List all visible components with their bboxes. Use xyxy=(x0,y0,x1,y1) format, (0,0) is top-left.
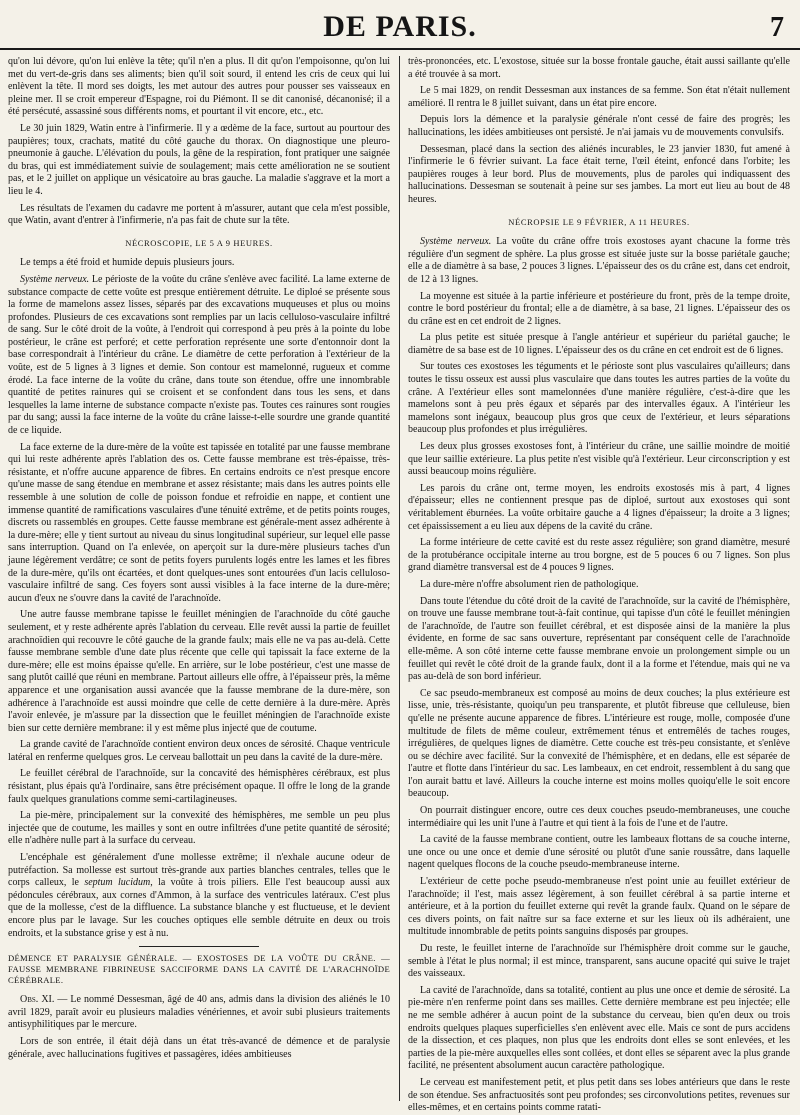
paragraph-lead: Système nerveux. xyxy=(420,236,492,248)
observation-label: Obs. XI. xyxy=(20,994,55,1006)
paragraph: La dure-mère n'offre absolument rien de pathologique. xyxy=(420,578,639,590)
paragraph xyxy=(8,274,390,438)
paragraph: Une autre fausse membrane tapisse le feuillet méningien de l'arachnoïde du côté gauche seulement, et y reste adhérente après l'ablation du cerveau. Elle revêt aussi la partie de feuillet arachnoïdien qui recouvre le côté gauche de la grande faulx; mais elle ne va pas au-delà. Cette fausse membrane semble d'une date plus récente que celle qui tapissait la face externe de la dure-mère; elle est moins épaisse qu'elle. En arrière, sur le lobe postérieur, c'est une masse de sang plutôt caillé que réuni en membrane. Partout ailleurs elle offre, à l'épaisseur près, la même apparence et une organisation aussi avancée que la fausse membrane de la dure-mère, son adhérence à l'arachnoïde est aussi moindre que celle de cette dernière à la dure-mère. Après l'avoir enlevée, je m'assure par la dissection que le feuillet méningien de l'arachnoïde existe bien sur cette dernière membrane: il y est même plus injecté que de coutume. xyxy=(8,609,390,734)
paragraph-italic: septum lucidum xyxy=(84,877,151,889)
paragraph-lead: Système nerveux. xyxy=(20,273,90,285)
right-column xyxy=(408,56,790,1114)
paragraph xyxy=(8,994,390,1032)
paragraph-part: L'encéphale est généralement d'une mollesse extrême; il n'exhale aucune odeur de putréfaction. Sa mollesse est surtout très-grande aux parties blanches centrales, telles que le corps calleux, le xyxy=(8,852,390,889)
paragraph: L'extérieur de cette poche pseudo-membraneuse n'est point unie au feuillet extérieur de l'arachnoïde; il l'est, mais assez légèrement, à son feuillet cérébral à sa partie interne et antérieure, et à la portion du feuillet externe qui revêt la grande faulx. Quand on le sépare de ces divers points, on fait naître sur sa face externe et sur les lieux où ils adhéraient, une multitude innombrable de petits points sanguins disposés par groupes. xyxy=(408,876,790,938)
paragraph: Le 30 juin 1829, Watin entre à l'infirmerie. Il y a œdème de la face, surtout au pourtour des paupières; toux, crachats, matité du côté gauche du thorax. On diagnostique une pleuro-pneumonie à gauche. L'élévation du pouls, la gêne de la respiration, font pratiquer une saignée du bras, qui est immédiatement suivie de soulagement; mais cette amélioration ne se soutient pas, et le 2 juillet on applique un vésicatoire au bras gauche. La maladie s'aggrave et la mort a lieu le 4. xyxy=(8,122,390,197)
paragraph-body: La voûte du crâne offre trois exostoses ayant chacune la forme très régulière d'un segment de sphère. La plus grosse est située juste sur la bosse pariétale gauche; elle a de diamètre à sa base, 2 pouces 3 lignes. L'épaisseur des os du crâne est, dans cet endroit, de 12 à 13 lignes. xyxy=(408,236,790,285)
paragraph: La pie-mère, principalement sur la convexité des hémisphères, me semble un peu plus injectée que de coutume, les mailles y sont en outre infiltrées d'une petite quantité de sérosité; elle n'adhère nulle part à la surface du cerveau. xyxy=(8,810,390,847)
column-divider xyxy=(399,56,400,1101)
paragraph: Le 5 mai 1829, on rendit Dessesman aux instances de sa femme. Son état n'était nullement amélioré. Il rentra le 8 juillet suivant, dans un état pire encore. xyxy=(408,85,790,109)
paragraph xyxy=(8,852,390,940)
header-rule xyxy=(0,48,800,50)
left-column xyxy=(8,56,390,1096)
page-header xyxy=(0,10,800,50)
paragraph: qu'on lui dévore, qu'on lui enlève la tête; qu'il n'en a plus. Il dit qu'on l'empoisonne, qu'on lui met du vert-de-gris dans ses aliments; bien qu'il soit sourd, il entend les cris de ceux qui lui enlèvent la tête. Il mord ses doigts, les met autour des autres pour pousser ses vaisseaux en pleine mer. Il se croit empereur d'Espagne, roi du Piémont. Il se dit canonisé, décanonisé; il a été persécuté, assassiné sous différents noms, et pourtant il vit encore, etc., etc. xyxy=(8,56,390,118)
running-title: DE PARIS. xyxy=(323,10,477,43)
page-number: 7 xyxy=(770,12,784,43)
separator-rule xyxy=(139,946,259,947)
paragraph: Le cerveau est manifestement petit, et plus petit dans ses lobes antérieurs que dans le reste de son étendue. Ses anfractuosités sont peu profondes; ses circonvolutions petites, revenues sur elles-mêmes, et en certains points comme ratati- xyxy=(408,1076,790,1114)
paragraph: La cavité de la fausse membrane contient, outre les lambeaux flottans de sa couche interne, une once ou une once et demie d'une sérosité ou plutôt d'une sanie roussâtre, dans laquelle nagent quelques flocons de la couche pseudo-membraneuse interne. xyxy=(408,834,790,871)
observation-title: DÉMENCE ET PARALYSIE GÉNÉRALE. — EXOSTOSES DE LA VOÛTE DU CRÂNE. — FAUSSE MEMBRANE FIBRINEUSE SACCIFORME DANS LA CAVITÉ DE L'ARACHNOÏDE CÉRÉBRALE. xyxy=(8,953,390,986)
paragraph: Lors de son entrée, il était déjà dans un état très-avancé de démence et de paralysie générale, avec hallucinations fugitives et passagères, idées ambitieuses xyxy=(8,1035,390,1060)
paragraph: Ce sac pseudo-membraneux est composé au moins de deux couches; la plus extérieure est lisse, unie, très-résistante, quoiqu'un peu transparente, et plutôt fibreuse que celluleuse, bien qu'elle ne présente aucune apparence de fibres. L'intérieure est rouge, molle, composée d'une multitude de filets de même couleur, extrêmement ténus et entremêlés de taches rouges, irrégulières, de quelques lignes de diamètre. Cette couche est très-peu consistante, et s'enlève ou se déchire avec facilité. Sur la convexité de l'hémisphère, et en dedans, elle est séparée de l'autre et flotte dans l'intérieur du sac. Les lambeaux, en cet endroit, ressemblent à du sang que l'on aurait battu et lavé. Ailleurs la couche interne est moins molles quoiqu'elle le soit encore beaucoup. xyxy=(408,687,790,800)
paragraph: Les résultats de l'examen du cadavre me portent à m'assurer, autant que cela m'est possible, que Watin, avant d'entrer à l'infirmerie, n'a pas fait de chute sur la tête. xyxy=(8,202,390,227)
section-heading: NÉCROPSIE LE 9 FÉVRIER, A 11 HEURES. xyxy=(508,216,690,227)
paragraph: La plus petite est située presque à l'angle antérieur et supérieur du pariétal gauche; le diamètre de sa base est de 10 lignes. L'épaisseur des os du crâne en cet endroit est de 6 lignes. xyxy=(408,332,790,356)
paragraph: La forme intérieure de cette cavité est du reste assez régulière; son grand diamètre, mesuré de la protubérance occipitale interne au trou borgne, est de 5 pouces 6 ou 7 lignes. Son plus grand diamètre transversal est de 4 pouces 9 lignes. xyxy=(408,537,790,574)
paragraph: La face externe de la dure-mère de la voûte est tapissée en totalité par une fausse membrane qui lui reste adhérente après l'ablation des os. Cette fausse membrane est très-épaisse, très-résistante, et n'offre aucune apparence de fibres. En certains endroits ce n'est presque encore qu'une masse de sang étendue en membrane et assez résistante; mais dans les autres points elle ressemble à une solution de colle de poisson fondue et refroidie en nappe, et contient une immense quantité de ramifications vasculaires d'une ténuité extrême, et de petits points rouges, discrets ou rassemblés en groupes. Cette fausse membrane est générale-ment assez adhérente à la dure-mère; elle y tient surtout au niveau du sinus longitudinal supérieur, sur lequel elle passe sans interruption. Quand on l'a enlevée, on aperçoit sur la dure-mère plusieurs taches d'un jaune légèrement verdâtre; ce sont de petits foyers purulents logés entre les lames et les fibres de la dure-mère, qu'ils ont écartées, et dont quelques-unes sont entourées d'un lacis celluloso-vasculaire infiltré de sang. Ces foyers sont aussi visibles à la face interne de la dure-mère; aucun d'eux ne s'ouvre dans la cavité de l'arachnoïde. xyxy=(8,441,390,604)
paragraph: Les parois du crâne ont, terme moyen, les endroits exostosés mis à part, 4 lignes d'épaisseur; elles ne contiennent presque pas de diploé, surtout aux exostoses qui sont véritablement éburnées. La voûte orbitaire gauche a 4 lignes d'épaisseur; la droite a 3 lignes; cet épaississement a eu lieu aux dépens de la cavité du crâne. xyxy=(408,482,790,532)
paragraph-body: — Le nommé Dessesman, âgé de 40 ans, admis dans la division des aliénés le 10 avril 1829, paraît avoir eu plusieurs maladies vénériennes, et avoir subi plusieurs traitements antisyphilitiques par le mercure. xyxy=(8,994,390,1031)
paragraph: La cavité de l'arachnoïde, dans sa totalité, contient au plus une once et demie de sérosité. La pie-mère n'en renferme point dans ses mailles. Cette dernière membrane est peu injectée; elle ne me semble adhérer à aucun point de la substance du cerveau, bien qu'en deux ou trois endroits quelques plaques superficielles s'en enlèvent avec elle. Mais ce sont de purs accidens de la dissection, et ces plaques, non plus que les endroits dont elles se sont enlevées, et les parties de la pie-mère auxquelles elles sont collées, et dont elles se séparent avec la plus grande facilité, ne présentent absolument aucun caractère pathologique. xyxy=(408,984,790,1072)
paragraph: très-prononcées, etc. L'exostose, située sur la bosse frontale gauche, était aussi saillante qu'elle a été trouvée à sa mort. xyxy=(408,56,790,80)
paragraph: Dessesman, placé dans la section des aliénés incurables, le 23 janvier 1830, fut amené à l'infirmerie le 6 février suivant. La face était terne, l'œil éteint, enfoncé dans l'orbite; les paupières rouges à leur bord. Plus de mouvements, plus de paroles qui indiquassent des hallucinations. Dessesman se soutenait à peine sur ses jambes. La mort eut lieu au bout de 48 heures. xyxy=(408,143,790,205)
paragraph-body: Le périoste de la voûte du crâne s'enlève avec facilité. La lame externe de substance compacte de cette voûte est presque entièrement détruite. Le diploé se présente sous la forme de mamelons assez lisses, séparés par des excavations muqueuses et plus ou moins profondes. Plusieurs de ces excavations sont remplies par un lacis celluloso-vasculaire infiltré de sang. Sur le côté droit de la voûte, à l'endroit qui correspond à peu près à la pointe du lobe postérieur, le crâne est perforé; et cette perforation représente une sorte d'entonnoir dont la base correspondrait à l'intérieur du crâne. Le diamètre de cette perforation à l'extérieur de la voûte, est de 5 lignes à 3 lignes et demie. Son contour est mamelonné, rugueux et comme érodé. La face interne de la voûte du crâne, dans toute son étendue, offre une innombrable quantité de petites rainures qui se croisent et se confondent dans tous les sens, et dans lesquelles la lame interne de substance compacte n'existe pas. Toutes ces rainures sont rougies par du sang; aussi la face interne de la voûte du crâne laisse-t-elle sourdre une grande quantité de ce liquide. xyxy=(8,273,390,437)
paragraph: Du reste, le feuillet interne de l'arachnoïde sur l'hémisphère droit comme sur le gauche, semble à l'état le plus normal; il est mince, transparent, sans aucune opacité qui suive le trajet des vaisseaux. xyxy=(408,943,790,980)
paragraph: La grande cavité de l'arachnoïde contient environ deux onces de sérosité. Chaque ventricule latéral en renferme quelques gros. Le cerveau ballottait un peu dans la cavité de la dure-mère. xyxy=(8,739,390,763)
paragraph: Sur toutes ces exostoses les téguments et le périoste sont plus vasculaires qu'ailleurs; dans toutes le tissu osseux est aussi plus vasculaire que dans toutes les autres parties de la voûte du crâne. A l'extérieur elles sont mamelonnées d'une manière régulière, c'est-à-dire que les mamelons sont à peu près égaux et séparés par des intervalles égaux. A l'intérieur les mamelons sont inégaux, beaucoup plus gros que ceux de l'extérieur, et leurs séparations beaucoup plus profondes et plus irrégulières. xyxy=(408,361,790,436)
paragraph: Les deux plus grosses exostoses font, à l'intérieur du crâne, une saillie moindre de moitié que leur saillie extérieure. La plus petite n'est visible qu'à l'extérieur. Leur circonscription y est aussi beaucoup moins régulière. xyxy=(408,441,790,478)
paragraph: Le feuillet cérébral de l'arachnoïde, sur la concavité des hémisphères cérébraux, est plus résistant, plus épais qu'à l'ordinaire, sans être précisément opaque. Il offre le long de la grande faulx quelques granulations comme semi-cartilagineuses. xyxy=(8,768,390,805)
paragraph: Depuis lors la démence et la paralysie générale n'ont cessé de faire des progrès; les hallucinations, les idées ambitieuses ont persisté. Je n'ai jamais vu de mouvements convulsifs. xyxy=(408,114,790,138)
paragraph-part: , la voûte à trois piliers. Elle l'est beaucoup aussi aux pédoncules cérébraux, aux cornes d'Ammon, à la surface des ventricules latéraux. C'est plus que de la mollesse, c'est de la diffluence. La substance blanche y est fluctueuse, et le devient encore plus par le lavage. Sur les couches optiques elle semble détruite en deux ou trois endroits, et la substance grise y est à nu. xyxy=(8,877,390,939)
paragraph: Dans toute l'étendue du côté droit de la cavité de l'arachnoïde, sur la cavité de l'hémisphère, on trouve une fausse membrane tout-à-fait continue, qui tapisse d'un côté le feuillet méningien de l'arachnoïde, de l'autre son feuillet cérébral, et est disposée ainsi de la manière la plus évidente, en forme de sac sans ouverture, représentant par conséquent celle de l'arachnoïde elle-même. A son côté interne cette fausse membrane envoie un prolongement simple ou un feuillet qui revêt le côté droit de la grande faulx, dont il a la forme et l'étendue, mais qui ne va pas au-delà de son bord inférieur. xyxy=(408,595,790,683)
section-heading: NÉCROSCOPIE, LE 5 A 9 HEURES. xyxy=(125,237,273,248)
paragraph: On pourrait distinguer encore, outre ces deux couches pseudo-membraneuses, une couche intermédiaire qui les unit l'une à l'autre et qui tient à la fois de l'une et de l'autre. xyxy=(408,805,790,829)
paragraph: Le temps a été froid et humide depuis plusieurs jours. xyxy=(20,257,235,269)
paragraph xyxy=(408,236,790,286)
paragraph: La moyenne est située à la partie inférieure et postérieure du front, près de la tempe droite, contre le bord postérieur du frontal; elle a de diamètre, à sa base, 21 lignes. L'épaisseur des os du crâne est en cet endroit de 2 lignes. xyxy=(408,290,790,327)
